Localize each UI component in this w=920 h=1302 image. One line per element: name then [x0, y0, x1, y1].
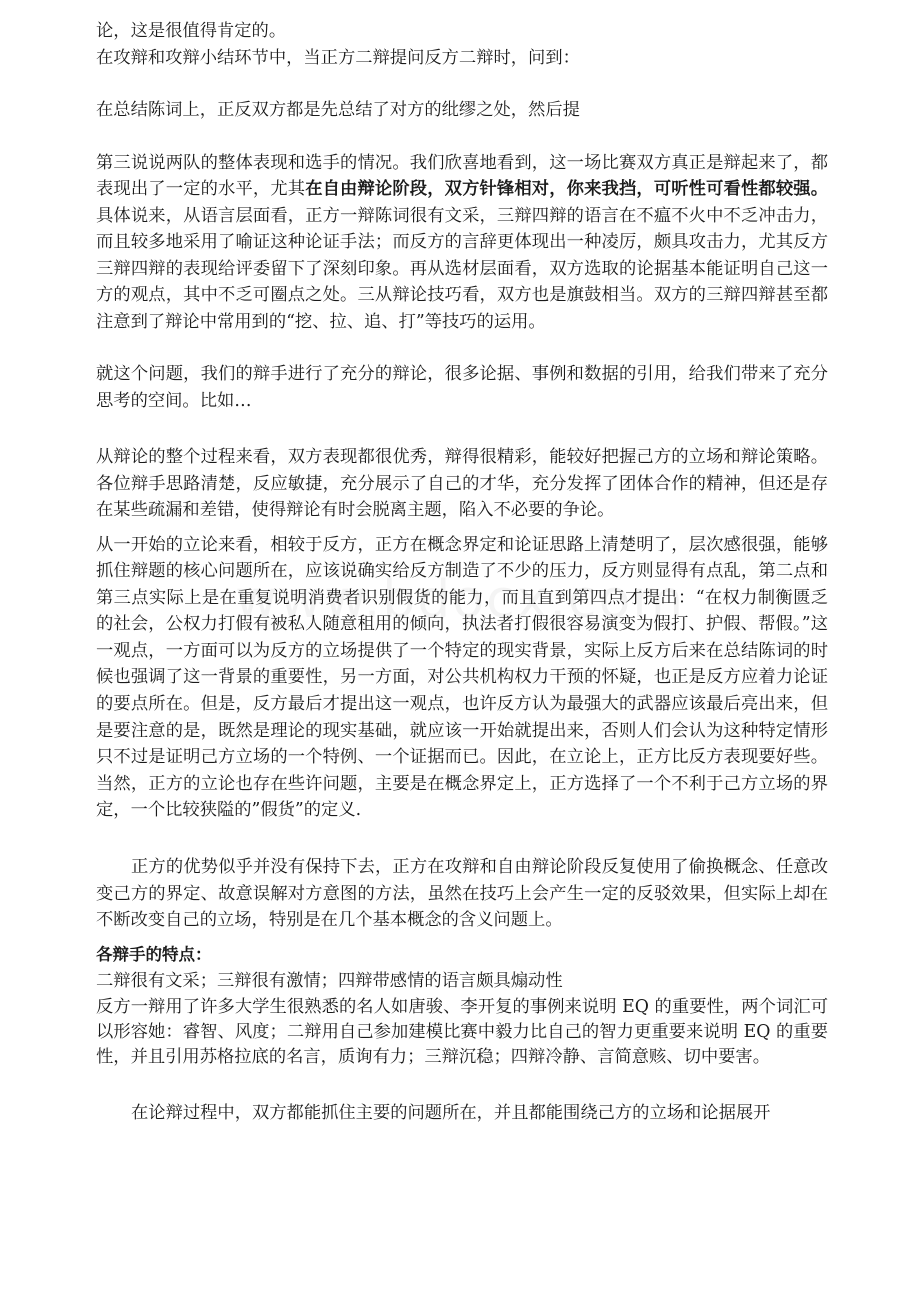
paragraph-debate-process: 在论辩过程中，双方都能抓住主要的问题所在，并且都能围绕己方的立场和论据展开 [131, 1102, 771, 1123]
section-heading: 各辩手的特点： [96, 944, 212, 964]
line-continuation: 论，这是很值得肯定的。 [96, 21, 287, 41]
document-page [96, 0, 828, 1126]
paragraph-con-side: 反方一辩用了许多大学生很熟悉的名人如唐骏、李开复的事例来说明 EQ 的重要性，两个词汇可以形容她：睿智、风度；二辩用自己参加建模比赛中毅力比自己的智力更重要来说明 EQ 的重要性，并且引用苏格拉底的名言，质询有力；三辩沉稳；四辩冷静、言简意赅、切中要害。 [96, 996, 828, 1067]
paragraph-text: 具体说来，从语言层面看，正方一辩陈词很有文采，三辩四辩的语言在不瘟不火中不乏冲击力，而且较多地采用了喻证这种论证手法；而反方的言辞更体现出一种凌厉，颇具攻击力，尤其反方三辩四辩的表现给评委留下了深刻印象。再从选材层面看，双方选取的论据基本能证明自己这一方的观点，其中不乏可圈点之处。三从辩论技巧看，双方也是旗鼓相当。双方的三辩四辩甚至都注意到了辩论中常用到的“挖、拉、追、打”等技巧的运用。 [96, 205, 828, 332]
paragraph-opening-argument: 从一开始的立论来看，相较于反方，正方在概念界定和论证思路上清楚明了，层次感很强，能够抓住辩题的核心问题所在，应该说确实给反方制造了不少的压力，反方则显得有点乱，第二点和第三点实际上是在重复说明消费者识别假货的能力，而且直到第四点才提出：“在权力制衡匮乏的社会，公权力打假有被私人随意租用的倾向，执法者打假很容易演变为假打、护假、帮假。”这一观点，一方面可以为反方的立场提供了一个特定的现实背景，实际上反方后来在总结陈词的时候也强调了这一背景的重要性，另一方面，对公共机构权力干预的怀疑，也正是反方应着力论证的要点所在。但是，反方最后才提出这一观点，也许反方认为最强大的武器应该最后亮出来，但是要注意的是，既然是理论的现实基础，就应该一开始就提出来，否则人们会认为这种特定情形只不过是证明己方立场的一个特例、一个证据而已。因此，在立论上，正方比反方表现要好些。当然，正方的立论也存在些许问题，主要是在概念界定上，正方选择了一个不利于己方立场的界定，一个比较狭隘的”假货”的定义. [96, 534, 828, 821]
paragraph-debate-issue: 就这个问题，我们的辩手进行了充分的辩论，很多论据、事例和数据的引用，给我们带来了充分思考的空间。比如… [96, 364, 828, 411]
line-attack-debate: 在攻辩和攻辩小结环节中，当正方二辩提问反方二辩时，问到： [96, 47, 580, 68]
line-debater-traits: 二辩很有文采；三辩很有激情；四辩带感情的语言颇具煽动性 [96, 971, 563, 992]
line-summary: 在总结陈词上，正反双方都是先总结了对方的纰缪之处，然后提 [96, 100, 580, 120]
paragraph-overall-performance [96, 150, 828, 336]
bold-highlight: 在自由辩论阶段，双方针锋相对，你来我挡，可听性可看性都较强。 [305, 179, 828, 199]
paragraph-advantage: 正方的优势似乎并没有保持下去，正方在攻辩和自由辩论阶段反复使用了偷换概念、任意改变己方的界定、故意误解对方意图的方法，虽然在技巧上会产生一定的反驳效果，但实际上却在不断改变自己的立场，特别是在几个基本概念的含义问题上。 [96, 857, 828, 931]
paragraph-whole-process: 从辩论的整个过程来看，双方表现都很优秀，辩得很精彩，能较好把握己方的立场和辩论策略。各位辩手思路清楚，反应敏捷，充分展示了自己的才华，充分发挥了团体合作的精神，但还是存在某些疏漏和差错，使得辩论有时会脱离主题，陷入不必要的争论。 [96, 447, 828, 520]
paragraph-text: 第三说说两队的整体表现和选手的情况。我们欣喜地看到，这一场比赛双方真正是辩起来了，都表现出了一定的水平，尤其 [96, 152, 828, 199]
